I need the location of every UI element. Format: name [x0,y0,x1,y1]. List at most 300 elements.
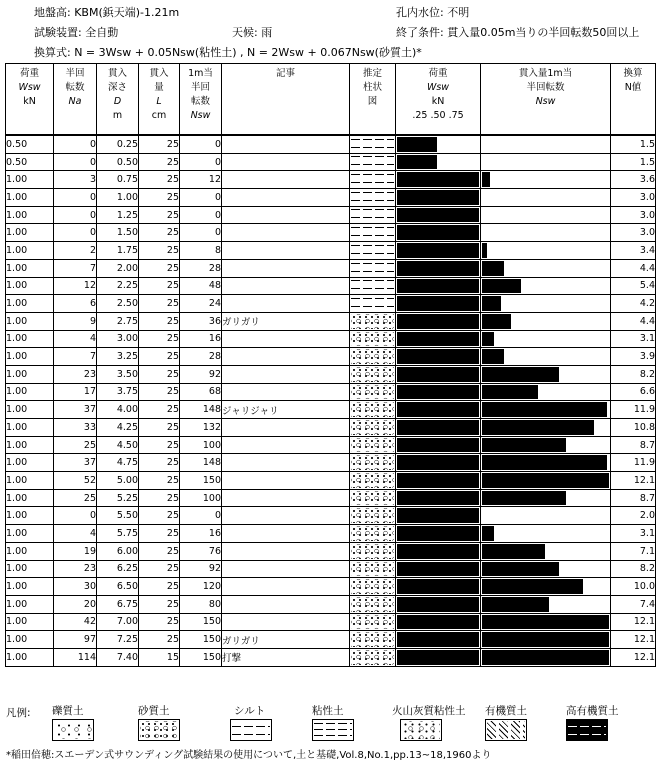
penetration-cell: 25 [139,595,180,613]
table-row [6,525,656,543]
load-bar-cell [396,277,481,295]
load-bar [397,455,479,470]
nsw-bar [482,473,609,488]
nsw-bar-cell [481,224,611,242]
load-bar-cell [396,454,481,472]
load-bar [397,597,479,612]
ground-height: 地盤高: KBM(鋲天端)-1.21m [34,6,180,19]
load-cell: 1.00 [6,312,54,330]
nsw-bar-cell [481,365,611,383]
memo-cell [222,135,350,153]
sand-pattern [351,438,394,453]
sand-pattern [351,420,394,435]
penetration-cell: 25 [139,242,180,260]
penetration-cell: 25 [139,312,180,330]
load-cell: 1.00 [6,436,54,454]
load-bar [397,544,479,559]
n-value-cell: 4.4 [611,312,656,330]
nsw-cell: 16 [180,525,222,543]
memo-cell [222,365,350,383]
load-cell: 0.50 [6,153,54,171]
n-value-cell: 8.2 [611,560,656,578]
depth-cell: 1.50 [97,224,139,242]
n-value-cell: 3.1 [611,330,656,348]
table-row [6,295,656,313]
penetration-cell: 15 [139,648,180,666]
nsw-bar [482,438,566,453]
load-bar [397,385,479,400]
depth-cell: 2.50 [97,295,139,313]
memo-cell [222,595,350,613]
table-row [6,648,656,666]
legend-label-clay: 粘性土 [312,705,344,717]
half-turns-cell: 0 [54,189,97,207]
table-row [6,419,656,437]
memo-cell [222,277,350,295]
load-bar-cell [396,507,481,525]
memo-cell: 打撃 [222,648,350,666]
nsw-cell: 16 [180,330,222,348]
load-bar-cell [396,348,481,366]
nsw-cell: 150 [180,472,222,490]
half-turns-cell: 23 [54,560,97,578]
legend-label-organic: 有機質土 [485,705,527,717]
penetration-cell: 25 [139,295,180,313]
legend-label-gravel: 礫質土 [52,705,84,717]
header-penetration-line: cm [151,110,167,121]
memo-cell [222,542,350,560]
load-bar [397,508,479,523]
header-n-value-line: 換算 [623,68,643,79]
load-cell: 1.00 [6,542,54,560]
load-bar-cell [396,383,481,401]
load-bar [397,632,479,647]
soil-pattern-cell [350,259,396,277]
test-device: 試験装置: 全自動 [34,26,119,39]
soil-pattern-cell [350,472,396,490]
memo-cell: ガリガリ [222,312,350,330]
load-bar [397,473,479,488]
depth-cell: 5.50 [97,507,139,525]
soil-pattern-cell [350,135,396,153]
nsw-bar-cell [481,578,611,596]
load-bar [397,526,479,541]
nsw-bar-cell [481,472,611,490]
soil-pattern-cell [350,365,396,383]
load-cell: 1.00 [6,419,54,437]
memo-cell [222,472,350,490]
nsw-cell: 148 [180,454,222,472]
half-turns-cell: 19 [54,542,97,560]
header-nsw-chart-line: 半回転数 [526,82,565,93]
footnote: *稲田倍穂:スエーデン式サウンディング試験結果の使用について,土と基礎,Vol.8,No.1,pp.13~18,1960より [6,750,492,761]
end-condition: 終了条件: 貫入量0.05m当りの半回転数50回以上 [396,26,640,39]
load-bar [397,420,479,435]
load-cell: 1.00 [6,595,54,613]
table-row [6,259,656,277]
half-turns-cell: 23 [54,365,97,383]
nsw-cell: 92 [180,560,222,578]
nsw-bar [482,332,494,347]
half-turns-cell: 97 [54,631,97,649]
silt-pattern [351,261,394,276]
sand-pattern [351,562,394,577]
depth-cell: 3.75 [97,383,139,401]
load-cell: 1.00 [6,365,54,383]
nsw-bar [482,544,545,559]
load-cell: 1.00 [6,560,54,578]
load-cell: 1.00 [6,578,54,596]
col-load-chart [396,64,481,136]
n-value-cell: 3.9 [611,348,656,366]
load-cell: 1.00 [6,259,54,277]
nsw-bar [482,491,566,506]
memo-cell [222,153,350,171]
depth-cell: 4.25 [97,419,139,437]
table-row [6,242,656,260]
legend-label-volcanic-clay: 火山灰質粘性土 [392,705,466,717]
half-turns-cell: 9 [54,312,97,330]
nsw-bar [482,579,583,594]
half-turns-cell: 0 [54,153,97,171]
depth-cell: 2.75 [97,312,139,330]
soil-pattern-cell [350,312,396,330]
load-bar [397,208,479,223]
n-value-cell: 4.2 [611,295,656,313]
soil-pattern-cell [350,560,396,578]
load-bar [397,296,479,311]
soil-pattern-cell [350,595,396,613]
depth-cell: 6.75 [97,595,139,613]
table-row [6,507,656,525]
penetration-cell: 25 [139,206,180,224]
load-bar-cell [396,419,481,437]
load-cell: 1.00 [6,171,54,189]
load-cell: 0.50 [6,135,54,153]
half-turns-cell: 4 [54,525,97,543]
load-bar-cell [396,242,481,260]
n-value-cell: 1.5 [611,135,656,153]
depth-cell: 6.25 [97,560,139,578]
load-bar [397,367,479,382]
penetration-cell: 25 [139,631,180,649]
nsw-bar [482,261,504,276]
soil-pattern-cell [350,454,396,472]
table-row [6,454,656,472]
load-cell: 1.00 [6,648,54,666]
soil-pattern-cell [350,436,396,454]
sand-pattern [351,526,394,541]
soil-pattern-cell [350,542,396,560]
header-penetration-line: 貫入 [149,68,169,79]
penetration-cell: 25 [139,489,180,507]
n-value-cell: 4.4 [611,259,656,277]
penetration-cell: 25 [139,348,180,366]
half-turns-cell: 6 [54,295,97,313]
soil-pattern-cell [350,348,396,366]
nsw-bar-cell [481,242,611,260]
nsw-cell: 132 [180,419,222,437]
half-turns-cell: 52 [54,472,97,490]
sand-pattern [351,597,394,612]
sand-pattern [351,491,394,506]
load-cell: 1.00 [6,348,54,366]
nsw-bar [482,402,607,417]
penetration-cell: 25 [139,189,180,207]
half-turns-cell: 37 [54,401,97,419]
table-row [6,560,656,578]
nsw-bar [482,349,504,364]
nsw-cell: 148 [180,401,222,419]
silt-pattern [351,137,394,152]
memo-cell [222,525,350,543]
nsw-bar [482,296,501,311]
penetration-cell: 25 [139,454,180,472]
soil-pattern-cell [350,206,396,224]
half-turns-cell: 0 [54,224,97,242]
half-turns-cell: 114 [54,648,97,666]
table-body [6,135,656,666]
col-half-turns [54,64,97,136]
load-bar [397,225,479,240]
silt-pattern [351,296,394,311]
half-turns-cell: 17 [54,383,97,401]
depth-cell: 5.00 [97,472,139,490]
load-bar [397,155,437,170]
depth-cell: 3.25 [97,348,139,366]
sand-pattern [351,332,394,347]
load-bar-cell [396,436,481,454]
memo-cell [222,224,350,242]
load-bar-cell [396,631,481,649]
sand-pattern [351,455,394,470]
col-column-chart [350,64,396,136]
nsw-bar-cell [481,454,611,472]
load-bar-cell [396,613,481,631]
header-depth-line: m [112,110,123,121]
half-turns-cell: 3 [54,171,97,189]
n-value-cell: 11.9 [611,454,656,472]
soil-pattern-cell [350,383,396,401]
load-cell: 1.00 [6,472,54,490]
depth-cell: 2.00 [97,259,139,277]
half-turns-cell: 4 [54,330,97,348]
half-turns-cell: 0 [54,206,97,224]
header-load-chart-line: 荷重 [428,68,448,79]
n-value-cell: 11.9 [611,401,656,419]
nsw-cell: 0 [180,135,222,153]
load-bar-cell [396,224,481,242]
memo-cell [222,578,350,596]
nsw-bar [482,562,559,577]
sand-pattern [351,544,394,559]
soil-pattern-cell [350,489,396,507]
soil-pattern-cell [350,401,396,419]
half-turns-cell: 25 [54,489,97,507]
nsw-bar [482,279,521,294]
legend-label-silt: シルト [234,705,266,717]
sand-pattern [351,650,394,665]
depth-cell: 1.25 [97,206,139,224]
silt-pattern [351,225,394,240]
load-bar-cell [396,648,481,666]
depth-cell: 1.75 [97,242,139,260]
nsw-bar [482,597,549,612]
soil-pattern-cell [350,419,396,437]
nsw-cell: 100 [180,489,222,507]
memo-cell [222,206,350,224]
n-value-cell: 12.1 [611,648,656,666]
penetration-cell: 25 [139,383,180,401]
depth-cell: 0.50 [97,153,139,171]
nsw-bar-cell [481,206,611,224]
depth-cell: 1.00 [97,189,139,207]
table-row [6,489,656,507]
col-penetration [139,64,180,136]
soil-pattern-cell [350,242,396,260]
water-level: 孔内水位: 不明 [396,6,470,19]
load-bar-cell [396,489,481,507]
load-bar-cell [396,259,481,277]
load-bar-cell [396,472,481,490]
load-bar-cell [396,365,481,383]
header-half-turns-line: 転数 [65,82,85,93]
nsw-bar-cell [481,525,611,543]
nsw-bar [482,367,559,382]
load-cell: 1.00 [6,631,54,649]
load-cell: 1.00 [6,242,54,260]
memo-cell [222,560,350,578]
n-value-cell: 2.0 [611,507,656,525]
depth-cell: 0.75 [97,171,139,189]
header-nsw-line: 半回 [190,82,210,93]
table-row [6,401,656,419]
nsw-bar-cell [481,153,611,171]
load-cell: 1.00 [6,525,54,543]
n-value-cell: 5.4 [611,277,656,295]
header-nsw-chart-line: Nsw [535,96,556,107]
legend-label-high-organic: 高有機質土 [566,705,619,717]
header-nsw-chart-line: 貫入量1m当 [518,68,573,79]
n-value-cell: 12.1 [611,631,656,649]
table-row [6,595,656,613]
half-turns-cell: 42 [54,613,97,631]
header-load-chart-line: .25 .50 .75 [412,110,464,121]
penetration-cell: 25 [139,277,180,295]
n-value-cell: 6.6 [611,383,656,401]
silt-pattern [351,208,394,223]
depth-cell: 2.25 [97,277,139,295]
soil-pattern-cell [350,507,396,525]
header-load-chart-line: kN [431,96,445,107]
half-turns-cell: 7 [54,348,97,366]
depth-cell: 6.00 [97,542,139,560]
nsw-cell: 150 [180,648,222,666]
table-row [6,224,656,242]
sounding-table [5,63,656,667]
penetration-cell: 25 [139,171,180,189]
half-turns-cell: 33 [54,419,97,437]
depth-cell: 3.00 [97,330,139,348]
depth-cell: 0.25 [97,135,139,153]
depth-cell: 6.50 [97,578,139,596]
nsw-bar-cell [481,383,611,401]
header-column-chart-line: 推定 [362,68,382,79]
nsw-cell: 8 [180,242,222,260]
memo-cell [222,295,350,313]
nsw-bar-cell [481,312,611,330]
table-row [6,613,656,631]
table-row [6,436,656,454]
sand-pattern [351,402,394,417]
header-nsw-line: 転数 [190,96,210,107]
penetration-cell: 25 [139,436,180,454]
memo-cell [222,436,350,454]
memo-cell [222,330,350,348]
header-load-line: kN [23,96,36,107]
penetration-cell: 25 [139,507,180,525]
load-bar [397,615,479,630]
col-memo: 記事 [222,64,350,136]
load-cell: 1.00 [6,454,54,472]
table-row [6,542,656,560]
n-value-cell: 7.4 [611,595,656,613]
depth-cell: 7.25 [97,631,139,649]
memo-cell [222,242,350,260]
nsw-cell: 28 [180,259,222,277]
header-column-chart-line: 図 [367,96,378,107]
sand-pattern [351,367,394,382]
memo-cell [222,171,350,189]
penetration-cell: 25 [139,330,180,348]
header-penetration-line: L [156,96,162,107]
table-row [6,330,656,348]
load-cell: 1.00 [6,189,54,207]
load-bar [397,261,479,276]
nsw-bar [482,243,487,258]
nsw-bar [482,420,594,435]
col-depth [97,64,139,136]
table-row [6,206,656,224]
sand-pattern [351,349,394,364]
memo-cell [222,348,350,366]
table-row [6,277,656,295]
legend-title: 凡例: [6,707,31,719]
col-load [6,64,54,136]
n-value-cell: 12.1 [611,472,656,490]
load-bar [397,243,479,258]
memo-cell: ガリガリ [222,631,350,649]
header-n-value-line: N値 [624,82,642,93]
load-bar [397,562,479,577]
penetration-cell: 25 [139,401,180,419]
nsw-bar-cell [481,277,611,295]
n-value-cell: 12.1 [611,613,656,631]
n-value-cell: 8.2 [611,365,656,383]
load-bar [397,332,479,347]
conversion-formula: 換算式: N = 3Wsw + 0.05Nsw(粘性土) , N = 2Wsw + 0.067Nsw(砂質土)* [34,46,422,59]
load-bar-cell [396,401,481,419]
nsw-cell: 48 [180,277,222,295]
nsw-cell: 76 [180,542,222,560]
n-value-cell: 3.4 [611,242,656,260]
legend-sand-swatch [138,719,180,741]
load-bar-cell [396,560,481,578]
nsw-bar-cell [481,330,611,348]
nsw-cell: 36 [180,312,222,330]
nsw-cell: 150 [180,631,222,649]
nsw-bar-cell [481,631,611,649]
